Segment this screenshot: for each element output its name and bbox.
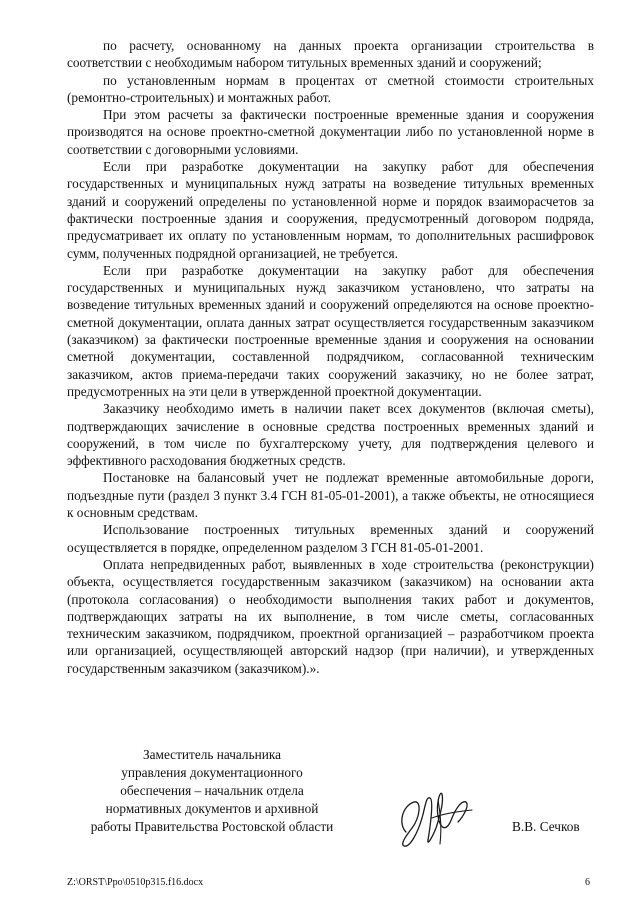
signatory-title-line: управления документационного [121, 765, 303, 780]
paragraph: Заказчику необходимо иметь в наличии пакет всех документов (включая сметы), подтверждающих зачисление в основные средства построенных временных зданий и сооружений, в том числе по бухгалтерскому учету, для подтверждения целевого и эффективного расходования бюджетных средств. [67, 401, 594, 469]
signatory-name: В.В. Сечков [512, 819, 580, 834]
signatory-title-line: нормативных документов и архивной [105, 801, 319, 816]
signatory-title-line: Заместитель начальника [142, 747, 282, 762]
page-number: 6 [585, 877, 590, 888]
footer-file-path: Z:\ORST\Ppo\0510p315.f16.docx [67, 877, 204, 888]
paragraph: Использование построенных титульных временных зданий и сооружений осуществляется в порядке, определенном разделом 3 ГСН 81-05-01-2001. [67, 522, 594, 555]
paragraph: Оплата непредвиденных работ, выявленных в ходе строительства (реконструкции) объекта, осуществляется государственным заказчиком (заказчиком) на основании акта (протокола согласования) о необходимости выполнения таких работ и документов, подтверждающих затраты на их выполнение, в том числе сметы, согласованных техническим заказчиком, подрядчиком, проектной организацией – разработчиком проекта или организацией, осуществляющей авторский надзор (при наличии), и утвержденных государственным заказчиком (заказчиком).». [67, 556, 594, 676]
paragraph: Постановке на балансовый учет не подлежат временные автомобильные дороги, подъездные пути (раздел 3 пункт 3.4 ГСН 81-05-01-2001), а также объекты, не относящиеся к основным средствам. [67, 470, 594, 521]
paragraph: При этом расчеты за фактически построенные временные здания и сооружения производятся на основе проектно-сметной документации либо по установленной норме в соответствии с договорными условиями. [67, 107, 594, 157]
handwritten-signature [392, 788, 482, 850]
paragraph: по установленным нормам в процентах от сметной стоимости строительных (ремонтно-строительных) и монтажных работ. [67, 72, 594, 105]
signatory-title [67, 746, 357, 836]
signatory-title-line: обеспечения – начальник отдела [120, 783, 304, 798]
paragraph: Если при разработке документации на закупку работ для обеспечения государственных и муниципальных нужд затраты на возведение титульных временных зданий и сооружений определены по установленной норме и порядок взаиморасчетов за фактически построенные здания и сооружения, предусмотренный договором подряда, предусматривает их оплату по установленным нормам, то дополнительных расшифровок сумм, полученных подрядной организацией, не требуется. [67, 159, 594, 261]
signatory-title-line: работы Правительства Ростовской области [90, 819, 334, 834]
document-body [67, 37, 594, 677]
paragraph: Если при разработке документации на закупку работ для обеспечения государственных и муниципальных нужд заказчиком установлено, что затраты на возведение титульных временных зданий и сооружений определяются на основе проектно-сметной документации, оплата данных затрат осуществляется государственным заказчиком (заказчиком) за фактически построенные временные здания и сооружения на основании сметной документации, составленной подрядчиком, согласованной техническим заказчиком, актов приема-передачи таких сооружений заказчику, но не более затрат, предусмотренных на эти цели в утвержденной проектной документации. [67, 262, 594, 399]
paragraph: по расчету, основанному на данных проекта организации строительства в соответствии с необходимым набором титульных временных зданий и сооружений; [67, 38, 594, 71]
